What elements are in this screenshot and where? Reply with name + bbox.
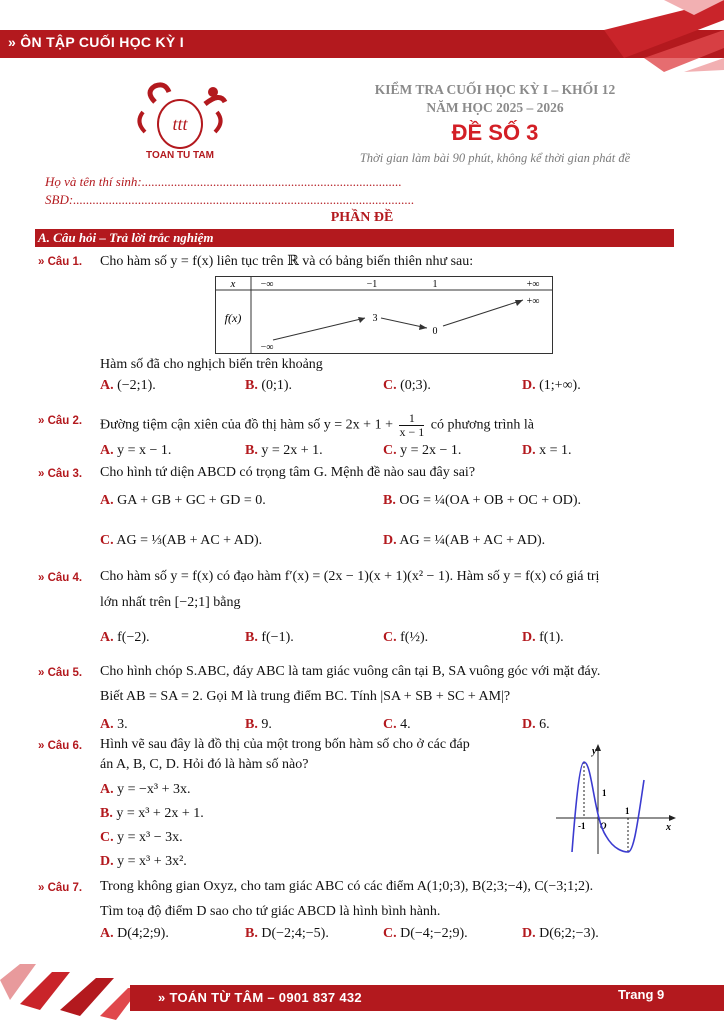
option-d: D. f(1). — [522, 630, 564, 645]
option-a: A. f(−2). — [100, 630, 150, 645]
cubic-curve — [572, 762, 644, 852]
svg-text:ttt: ttt — [172, 114, 188, 134]
table-x-label: x — [230, 278, 236, 290]
question-label: » Câu 3. — [38, 468, 83, 480]
option-a: A. y = x − 1. — [100, 443, 172, 458]
question-label: » Câu 6. — [38, 740, 83, 752]
graph-tick-x2: 1 — [625, 806, 630, 816]
function-graph — [552, 740, 680, 858]
table-f-value: −∞ — [260, 342, 274, 353]
question-text-line2: án A, B, C, D. Hỏi đó là hàm số nào? — [100, 757, 309, 772]
table-f-value: +∞ — [526, 296, 540, 307]
question-followup: Hàm số đã cho nghịch biến trên khoảng — [100, 357, 323, 372]
table-x-value: −1 — [366, 279, 378, 290]
option-d: D. y = x³ + 3x². — [100, 854, 187, 869]
question-text: Cho hình chóp S.ABC, đáy ABC là tam giác vuông cân tại B, SA vuông góc với mặt đáy. — [100, 664, 601, 679]
option-b: B. OG = ¼(OA + OB + OC + OD). — [383, 493, 582, 508]
logo-text: TOAN TU TAM — [146, 150, 214, 161]
option-a: A. (−2;1). — [100, 378, 156, 393]
sbd-line: SBD:......................................................................................................... — [45, 192, 415, 207]
option-b: B. f(−1). — [245, 630, 294, 645]
page-number: Trang 9 — [618, 987, 665, 1002]
table-x-value: −∞ — [260, 279, 274, 290]
question-label: » Câu 2. — [38, 415, 83, 427]
option-b: B. y = 2x + 1. — [245, 443, 323, 458]
question-text: Cho hàm số y = f(x) liên tục trên ℝ và có bảng biến thiên như sau: — [100, 254, 474, 269]
time-note: Thời gian làm bài 90 phút, không kể thời gian phát đề — [359, 151, 631, 165]
option-c: C. (0;3). — [383, 378, 431, 393]
option-b: B. (0;1). — [245, 378, 293, 393]
option-d: D. 6. — [522, 717, 550, 732]
option-d: D. D(6;2;−3). — [522, 926, 599, 941]
table-fx-label: f(x) — [224, 311, 242, 325]
option-d: D. (1;+∞). — [522, 378, 581, 393]
graph-origin: O — [600, 821, 607, 831]
footer-decoration — [0, 960, 150, 1024]
increase-arrow — [273, 318, 365, 340]
option-c: C. y = 2x − 1. — [383, 443, 462, 458]
question-text: Cho hàm số y = f(x) có đạo hàm f′(x) = (2x − 1)(x + 1)(x² − 1). Hàm số y = f(x) có giá trị — [100, 569, 600, 584]
footer-text: » TOÁN TỪ TÂM – 0901 837 432 — [158, 990, 362, 1005]
option-b: B. D(−2;4;−5). — [245, 926, 329, 941]
graph-tick-x1: -1 — [578, 821, 586, 831]
option-c: C. 4. — [383, 717, 411, 732]
question-text-line2: lớn nhất trên [−2;1] bằng — [100, 595, 241, 610]
table-x-value: 1 — [432, 279, 438, 290]
graph-y-label: y — [592, 746, 597, 757]
question-label: » Câu 5. — [38, 667, 83, 679]
option-b: B. 9. — [245, 717, 272, 732]
student-name-line: Họ và tên thí sinh:................................................................................ — [45, 174, 402, 189]
option-c: C. f(½). — [383, 630, 429, 645]
option-a: A. GA + GB + GC + GD = 0. — [100, 493, 266, 508]
question-text: Đường tiệm cận xiên của đồ thị hàm số y = 2x + 1 + $\frac{1}{x - 1}$ có phương trình là — [100, 411, 534, 439]
corner-decoration — [544, 0, 724, 90]
question-text-line2: Biết AB = SA = 2. Gọi M là trung điểm BC. Tính |SA + SB + SC + AM|? — [100, 689, 511, 704]
graph-x-label: x — [666, 822, 671, 833]
table-f-value: 0 — [432, 326, 438, 337]
question-label: » Câu 7. — [38, 882, 83, 894]
table-f-value: 3 — [372, 313, 378, 324]
exam-title-line2: NĂM HỌC 2025 – 2026 — [426, 100, 564, 115]
question-text: Trong không gian Oxyz, cho tam giác ABC có các điểm A(1;0;3), B(2;3;−4), C(−3;1;2). — [100, 879, 594, 894]
option-c: C. D(−4;−2;9). — [383, 926, 468, 941]
option-a: A. D(4;2;9). — [100, 926, 169, 941]
question-text: Hình vẽ sau đây là đồ thị của một trong bốn hàm số cho ở các đáp — [100, 737, 470, 752]
question-label: » Câu 4. — [38, 572, 83, 584]
exam-title-line1: KIỂM TRA CUỐI HỌC KỲ I – KHỐI 12 — [374, 82, 616, 97]
banner-title: » ÔN TẬP CUỐI HỌC KỲ I — [8, 34, 184, 50]
section-a-title: A. Câu hỏi – Trả lời trắc nghiệm — [38, 230, 214, 245]
section-heading: PHẦN ĐỀ — [330, 210, 394, 225]
option-c: C. AG = ⅓(AB + AC + AD). — [100, 533, 263, 548]
option-c: C. y = x³ − 3x. — [100, 830, 183, 845]
option-a: A. y = −x³ + 3x. — [100, 782, 191, 797]
exam-number: ĐỀ SỐ 3 — [451, 120, 539, 145]
question-text-line2: Tìm toạ độ điểm D sao cho tứ giác ABCD là hình bình hành. — [100, 904, 441, 919]
option-a: A. 3. — [100, 717, 128, 732]
section-bar — [35, 229, 674, 247]
graph-tick-y: 1 — [602, 788, 607, 798]
variation-table — [215, 276, 553, 354]
question-text: Cho hình tứ diện ABCD có trọng tâm G. Mệnh đề nào sau đây sai? — [100, 465, 476, 480]
option-b: B. y = x³ + 2x + 1. — [100, 806, 204, 821]
table-x-value: +∞ — [526, 279, 540, 290]
option-d: D. x = 1. — [522, 443, 572, 458]
question-label: » Câu 1. — [38, 256, 83, 268]
option-d: D. AG = ¼(AB + AC + AD). — [383, 533, 546, 548]
increase-arrow — [443, 300, 523, 326]
